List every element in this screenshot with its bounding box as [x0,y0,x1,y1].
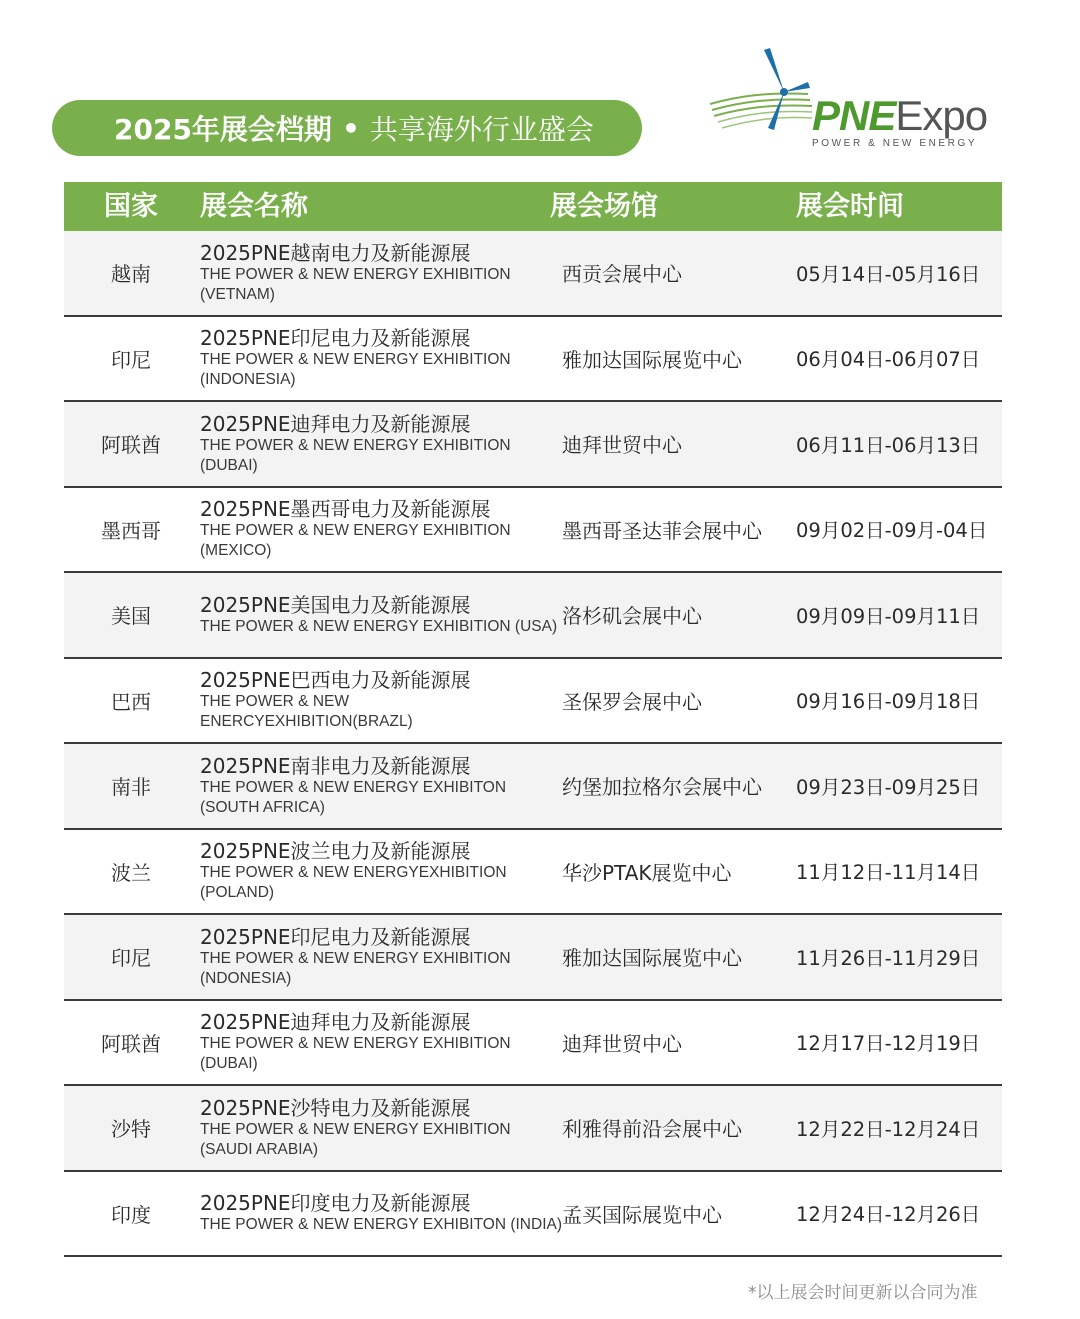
country-cell: 印尼 [111,946,151,971]
country-cell: 印尼 [111,347,151,372]
venue-cell: 约堡加拉格尔会展中心 [562,775,762,800]
country-cell: 南非 [111,775,151,800]
logo-wordmark [812,92,987,140]
country-cell: 墨西哥 [101,518,161,543]
header-country: 国家 [104,191,158,222]
exhibition-name-cn: 2025PNE印尼电力及新能源展 [200,924,471,949]
title-separator: • [341,111,360,145]
table-row [64,231,1002,317]
exhibition-name-en-suffix: ENERCYEXHIBITION(BRAZL) [200,713,413,731]
country-cell: 阿联酋 [101,1031,161,1056]
exhibition-name-en: THE POWER & NEW ENERGY EXHIBITON (INDIA) [200,1216,562,1234]
date-cell: 09月23日-09月25日 [796,775,981,799]
exhibition-name-cell [200,915,560,999]
pne-expo-logo [708,46,998,156]
country-cell: 波兰 [111,860,151,885]
venue-cell: 墨西哥圣达菲会展中心 [562,518,762,543]
exhibition-name-cell [200,1086,560,1170]
header-date: 展会时间 [796,191,904,222]
table-row [64,659,1002,745]
exhibition-name-cn: 2025PNE美国电力及新能源展 [200,592,471,617]
exhibition-name-cn: 2025PNE波兰电力及新能源展 [200,839,471,864]
exhibition-name-en: THE POWER & NEW ENERGY EXHIBITON [200,778,507,796]
table-row [64,1086,1002,1172]
logo-tagline: POWER & NEW ENERGY [812,138,978,149]
exhibition-name-en-suffix: (NDONESIA) [200,969,292,987]
exhibition-name-en: THE POWER & NEW ENERGYEXHIBITION [200,864,507,882]
date-cell: 06月11日-06月13日 [796,433,981,457]
exhibition-name-cell [200,830,560,914]
header-venue: 展会场馆 [550,191,658,222]
date-cell: 09月02日-09月-04日 [796,519,988,543]
country-cell: 巴西 [111,689,151,714]
page-subtitle: 共享海外行业盛会 [369,113,594,146]
logo-brand-pne: PNE [812,92,896,139]
exhibition-name-cell [200,402,560,486]
venue-cell: 雅加达国际展览中心 [562,946,742,971]
exhibition-schedule-table [64,182,1002,1257]
exhibition-name-cn: 2025PNE印度电力及新能源展 [200,1191,471,1216]
table-header [64,182,1002,231]
logo-brand-expo: Expo [895,92,988,139]
table-row [64,488,1002,574]
country-cell: 沙特 [111,1117,151,1142]
table-row [64,317,1002,403]
exhibition-name-en-suffix: (MEXICO) [200,542,272,560]
exhibition-name-cn: 2025PNE迪拜电力及新能源展 [200,411,471,436]
exhibition-name-cell [200,488,560,572]
venue-cell: 西贡会展中心 [562,262,682,287]
exhibition-name-cn: 2025PNE迪拜电力及新能源展 [200,1010,471,1035]
date-cell: 12月22日-12月24日 [796,1117,981,1141]
venue-cell: 迪拜世贸中心 [562,1031,682,1056]
country-cell: 印度 [111,1202,151,1227]
exhibition-name-en: THE POWER & NEW ENERGY EXHIBITION [200,522,511,540]
exhibition-name-en: THE POWER & NEW ENERGY EXHIBITION [200,949,511,967]
venue-cell: 圣保罗会展中心 [562,689,702,714]
exhibition-name-cell [200,659,560,743]
exhibition-name-en: THE POWER & NEW ENERGY EXHIBITION [200,351,511,369]
exhibition-name-en: THE POWER & NEW [200,693,349,711]
exhibition-name-en-suffix: (DUBAI) [200,456,258,474]
table-row [64,915,1002,1001]
exhibition-name-en: THE POWER & NEW ENERGY EXHIBITION (USA) [200,617,558,635]
header-name: 展会名称 [200,191,308,222]
date-cell: 09月16日-09月18日 [796,690,981,714]
exhibition-name-en: THE POWER & NEW ENERGY EXHIBITION [200,1035,511,1053]
table-row [64,830,1002,916]
exhibition-name-cn: 2025PNE沙特电力及新能源展 [200,1095,471,1120]
date-cell: 09月09日-09月11日 [796,604,981,628]
exhibition-name-en-suffix: (SAUDI ARABIA) [200,1140,318,1158]
date-cell: 11月12日-11月14日 [796,861,981,885]
exhibition-name-cell [200,1172,560,1256]
exhibition-name-en: THE POWER & NEW ENERGY EXHIBITION [200,436,511,454]
exhibition-name-en-suffix: (SOUTH AFRICA) [200,798,325,816]
country-cell: 美国 [111,604,151,629]
date-cell: 05月14日-05月16日 [796,262,981,286]
venue-cell: 孟买国际展览中心 [562,1202,722,1227]
exhibition-name-en-suffix: (DUBAI) [200,1055,258,1073]
exhibition-name-cell [200,1001,560,1085]
exhibition-name-cell [200,317,560,401]
venue-cell: 雅加达国际展览中心 [562,347,742,372]
venue-cell: 利雅得前沿会展中心 [562,1117,742,1142]
country-cell: 越南 [111,262,151,287]
exhibition-name-cn: 2025PNE巴西电力及新能源展 [200,668,471,693]
venue-cell: 迪拜世贸中心 [562,433,682,458]
date-cell: 06月04日-06月07日 [796,348,981,372]
exhibition-name-en: THE POWER & NEW ENERGY EXHIBITION [200,265,511,283]
table-row [64,573,1002,659]
exhibition-name-cn: 2025PNE印尼电力及新能源展 [200,326,471,351]
page-title: 2025年展会档期 [114,113,332,146]
exhibition-name-en-suffix: (POLAND) [200,884,275,902]
venue-cell: 华沙PTAK展览中心 [562,860,732,885]
exhibition-name-cell [200,573,560,657]
page-title-banner [52,100,642,156]
exhibition-name-en-suffix: (VETNAM) [200,285,275,303]
table-row [64,402,1002,488]
exhibition-name-en: THE POWER & NEW ENERGY EXHIBITION [200,1120,511,1138]
venue-cell: 洛杉矶会展中心 [562,604,702,629]
wind-turbine-icon [708,46,818,136]
table-row [64,1001,1002,1087]
exhibition-name-en-suffix: (INDONESIA) [200,371,296,389]
country-cell: 阿联酋 [101,433,161,458]
exhibition-name-cell [200,744,560,828]
table-row [64,1172,1002,1258]
exhibition-name-cn: 2025PNE南非电力及新能源展 [200,753,471,778]
table-row [64,744,1002,830]
exhibition-name-cn: 2025PNE墨西哥电力及新能源展 [200,497,491,522]
exhibition-name-cn: 2025PNE越南电力及新能源展 [200,240,471,265]
date-cell: 12月17日-12月19日 [796,1032,981,1056]
footnote: *以上展会时间更新以合同为准 [748,1283,978,1303]
date-cell: 12月24日-12月26日 [796,1203,981,1227]
date-cell: 11月26日-11月29日 [796,946,981,970]
exhibition-name-cell [200,231,560,315]
